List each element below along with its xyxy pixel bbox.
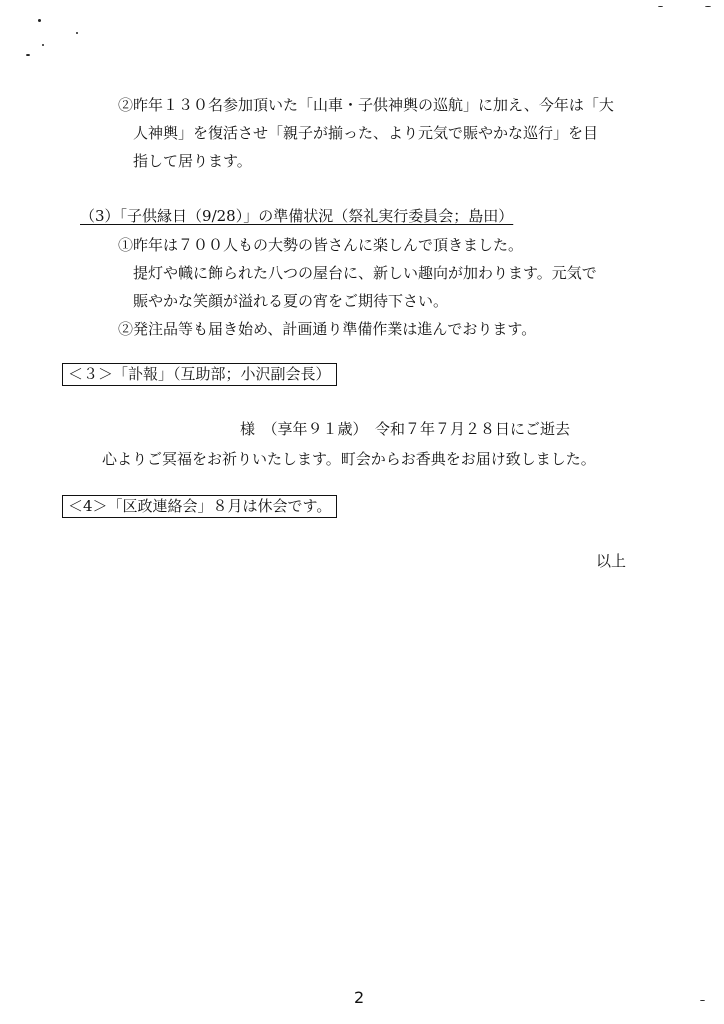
- section3-p1-line1: ①昨年は７００人もの大勢の皆さんに楽しんで頂きました。: [118, 236, 524, 254]
- scan-speck: [76, 32, 78, 34]
- notice3-line1: 様 （享年９１歳） 令和７年７月２８日にご逝去: [240, 420, 571, 438]
- festival-item2-line2: 人神輿」を復活させ「親子が揃った、より元気で賑やかな巡行」を目: [133, 124, 599, 142]
- section3-p2-line1: ②発注品等も届き始め、計画通り準備作業は進んでおります。: [118, 320, 537, 338]
- page-number: 2: [354, 988, 365, 1007]
- scan-speck: [700, 1000, 705, 1001]
- scan-speck: [42, 44, 44, 46]
- notice3-line2: 心よりご冥福をお祈りいたします。町会からお香典をお届け致しました。: [102, 450, 596, 468]
- closing-text: 以上: [596, 552, 627, 570]
- section3-p1-line2: 提灯や幟に飾られた八つの屋台に、新しい趣向が加わります。元気で: [133, 264, 597, 282]
- notice4-heading: ＜4＞「区政連絡会」８月は休会です。: [62, 495, 337, 518]
- notice3-heading: ＜３＞「訃報」（互助部；小沢副会長）: [62, 363, 337, 386]
- section3-p1-line3: 賑やかな笑顔が溢れる夏の宵をご期待下さい。: [133, 292, 449, 310]
- section3-heading: （3）「子供縁日（9/28）」の準備状況（祭礼実行委員会；島田）: [80, 207, 514, 225]
- festival-item2-line1: ②昨年１３０名参加頂いた「山車・子供神輿の巡航」に加え、今年は「大: [118, 96, 614, 114]
- scan-speck: [38, 19, 41, 22]
- scan-speck: [705, 6, 711, 7]
- scan-speck: [26, 54, 30, 56]
- scan-speck: [658, 6, 663, 7]
- festival-item2-line3: 指して居ります。: [133, 152, 252, 170]
